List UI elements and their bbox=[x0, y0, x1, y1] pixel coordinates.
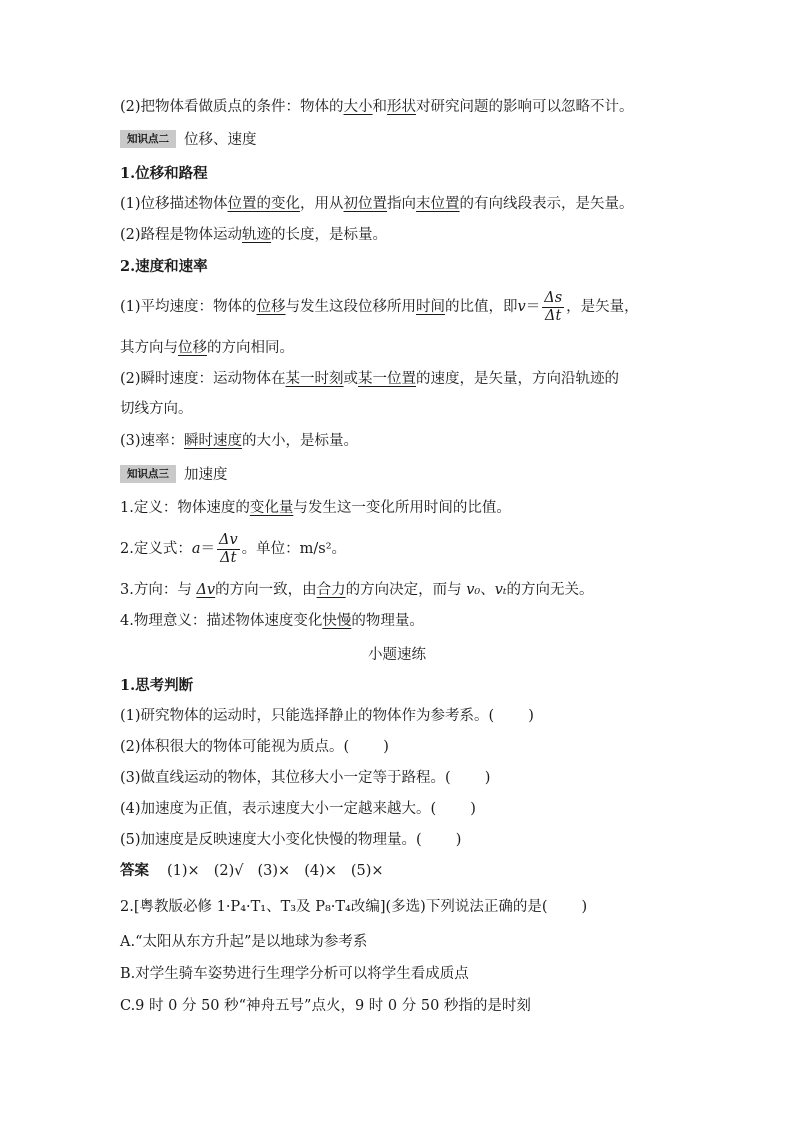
knowledge-point-badge: 知识点二 bbox=[120, 130, 176, 148]
formula-equals: ＝ bbox=[200, 541, 215, 557]
text: 1.定义：物体速度的 bbox=[120, 500, 250, 516]
knowledge-point-badge: 知识点三 bbox=[120, 465, 176, 483]
fraction-denominator: Δt bbox=[220, 549, 237, 566]
option-c: C.9 时 0 分 50 秒“神舟五号”点火，9 时 0 分 50 秒指的是时刻 bbox=[120, 998, 531, 1014]
answer-item: (4)× bbox=[304, 863, 337, 879]
text: 的比值，即 bbox=[445, 299, 518, 315]
text-line-displacement bbox=[120, 193, 634, 215]
underlined-term: 末位置 bbox=[416, 196, 460, 212]
formula-fraction bbox=[542, 290, 564, 325]
text-line-instant-velocity bbox=[120, 368, 619, 390]
text: (3)速率： bbox=[120, 433, 185, 449]
fraction-denominator: Δt bbox=[545, 307, 562, 324]
text: 2.定义式： bbox=[120, 541, 192, 557]
text: 3.方向：与 bbox=[120, 582, 192, 598]
section-heading-displacement-velocity bbox=[120, 129, 257, 151]
text: 和 bbox=[372, 99, 388, 115]
answer-item: (3)× bbox=[257, 863, 291, 879]
question-line bbox=[120, 767, 490, 789]
text-line-tangent: 切线方向。 bbox=[120, 401, 193, 417]
question-text: (1)研究物体的运动时，只能选择静止的物体作为参考系。( bbox=[120, 708, 495, 724]
text: 与发生这段位移所用 bbox=[285, 299, 417, 315]
text-line-path bbox=[120, 224, 387, 246]
text: 。单位：m/s²。 bbox=[241, 541, 347, 557]
underlined-term: 瞬时速度 bbox=[184, 433, 243, 449]
question-2-stem bbox=[120, 896, 587, 918]
question-line bbox=[120, 798, 476, 820]
section-title: 加速度 bbox=[184, 467, 228, 483]
close-paren: ) bbox=[528, 708, 534, 724]
question-line bbox=[120, 736, 389, 758]
subheading-velocity-speed: 2.速度和速率 bbox=[120, 258, 208, 275]
formula-variable: a bbox=[191, 541, 201, 557]
underlined-term: 某一时刻 bbox=[285, 371, 344, 387]
answer-line bbox=[120, 860, 398, 882]
question-line bbox=[120, 705, 534, 727]
underlined-term: 位置的变化 bbox=[227, 196, 301, 212]
text-line-acc-direction bbox=[120, 579, 594, 601]
text: 的有向线段表示，是矢量。 bbox=[459, 196, 634, 212]
text: 的方向决定，而与 bbox=[345, 582, 462, 598]
text-line-mass-point-condition bbox=[120, 96, 634, 118]
formula-equals: ＝ bbox=[525, 299, 541, 315]
close-paren: ) bbox=[383, 739, 389, 755]
text: 的方向无关。 bbox=[506, 582, 594, 598]
answer-label: 答案 bbox=[120, 862, 149, 879]
formula-variable: v₀ bbox=[466, 582, 481, 598]
text: 其方向与 bbox=[120, 340, 178, 356]
section-heading-acceleration bbox=[120, 464, 228, 486]
text: 4.物理意义：描述物体速度变化 bbox=[120, 613, 323, 629]
text-line-formula bbox=[120, 531, 346, 567]
text: 对研究问题的影响可以忽略不计。 bbox=[416, 99, 634, 115]
underlined-term: 某一位置 bbox=[358, 371, 417, 387]
text: 或 bbox=[343, 371, 359, 387]
text: 指向 bbox=[387, 196, 417, 212]
close-paren: ) bbox=[484, 770, 491, 786]
text-line-average-velocity bbox=[120, 289, 639, 325]
subheading-judgement: 1.思考判断 bbox=[120, 677, 194, 694]
close-paren: ) bbox=[581, 899, 588, 915]
text: ，是矢量， bbox=[566, 299, 639, 315]
underlined-term: 时间 bbox=[416, 299, 446, 315]
answer-item: (1)× bbox=[167, 863, 200, 879]
text: 的大小，是标量。 bbox=[242, 433, 359, 449]
text: 的方向相同。 bbox=[207, 340, 294, 356]
question-text: (5)加速度是反映速度大小变化快慢的物理量。( bbox=[120, 832, 422, 848]
question-text: (2)体积很大的物体可能视为质点。( bbox=[120, 739, 350, 755]
text: (2)把物体看做质点的条件：物体的 bbox=[120, 99, 344, 115]
question-line bbox=[120, 829, 461, 851]
close-paren: ) bbox=[470, 801, 476, 817]
text-line-definition bbox=[120, 497, 511, 519]
question-text: 2.[粤教版必修 1·P₄·T₁、T₃及 P₈·T₄改编](多选)下列说法正确的是( bbox=[120, 899, 548, 915]
text: (2)路程是物体运动 bbox=[120, 227, 243, 243]
text: (2)瞬时速度：运动物体在 bbox=[120, 371, 286, 387]
text: 的长度，是标量。 bbox=[271, 227, 388, 243]
underlined-term: 形状 bbox=[387, 99, 417, 115]
text: 与发生这一变化所用时间的比值。 bbox=[293, 500, 511, 516]
text: (1)平均速度：物体的 bbox=[120, 299, 257, 315]
underlined-term: Δv bbox=[196, 582, 216, 598]
underlined-term: 位移 bbox=[178, 340, 207, 356]
text-line-physical-meaning bbox=[120, 610, 424, 632]
text-line-direction bbox=[120, 337, 294, 359]
underlined-term: 大小 bbox=[343, 99, 373, 115]
text: 的速度，是矢量，方向沿轨迹的 bbox=[416, 371, 620, 387]
text: 、 bbox=[480, 582, 495, 598]
subheading-displacement-path: 1.位移和路程 bbox=[120, 165, 208, 182]
section-title: 位移、速度 bbox=[184, 132, 257, 148]
text: 的方向一致，由 bbox=[215, 582, 317, 598]
underlined-term: 快慢 bbox=[322, 613, 352, 629]
text-line-speed bbox=[120, 430, 358, 452]
section-title-quick-practice: 小题速练 bbox=[368, 647, 426, 663]
underlined-term: 位移 bbox=[256, 299, 286, 315]
formula-variable: vₜ bbox=[494, 582, 507, 598]
formula-variable: v bbox=[517, 299, 526, 315]
question-text: (3)做直线运动的物体，其位移大小一定等于路程。( bbox=[120, 770, 451, 786]
close-paren: ) bbox=[455, 832, 462, 848]
underlined-term: 变化量 bbox=[249, 500, 294, 516]
answer-item: (2)√ bbox=[213, 863, 244, 879]
fraction-numerator: Δv bbox=[219, 531, 238, 548]
option-b: B.对学生骑车姿势进行生理学分析可以将学生看成质点 bbox=[120, 966, 469, 982]
underlined-term: 轨迹 bbox=[242, 227, 272, 243]
formula-fraction bbox=[217, 532, 240, 567]
text: ，用从 bbox=[300, 196, 344, 212]
underlined-term: 初位置 bbox=[343, 196, 388, 212]
option-a: A.“太阳从东方升起”是以地球为参考系 bbox=[120, 934, 368, 950]
fraction-numerator: Δs bbox=[544, 289, 563, 306]
question-text: (4)加速度为正值，表示速度大小一定越来越大。( bbox=[120, 801, 437, 817]
answer-item: (5)× bbox=[350, 863, 384, 879]
text: (1)位移描述物体 bbox=[120, 196, 228, 212]
text: 的物理量。 bbox=[351, 613, 424, 629]
underlined-term: 合力 bbox=[316, 582, 346, 598]
